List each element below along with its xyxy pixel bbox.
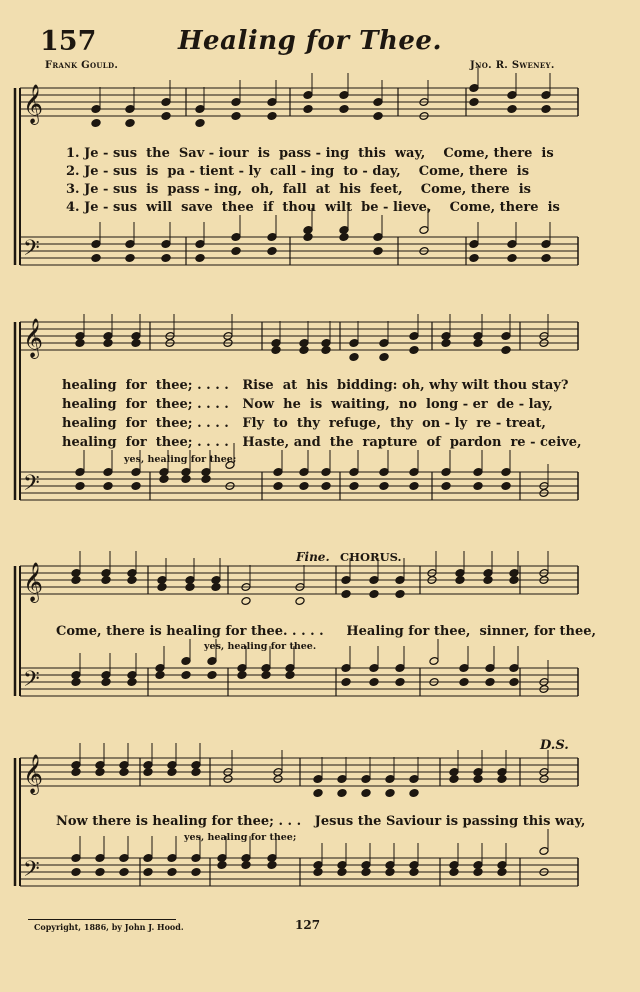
note-head xyxy=(337,868,347,877)
note-head xyxy=(157,583,167,592)
note-head xyxy=(161,254,171,263)
ds-mark: D.S. xyxy=(540,738,569,753)
note-head xyxy=(541,105,551,114)
note-head xyxy=(395,590,405,599)
note-head xyxy=(75,339,85,348)
verse-line-4: 4. Je - sus will save thee if thou wilt be - lieve, Come, there is xyxy=(66,200,560,215)
note-head xyxy=(409,789,419,798)
note-head xyxy=(167,868,177,877)
note-head xyxy=(385,789,395,798)
note-head xyxy=(237,671,247,680)
note-head xyxy=(473,775,483,784)
footer-rule xyxy=(28,919,176,920)
note-head xyxy=(191,768,201,777)
note-head xyxy=(195,254,205,263)
treble-clef: 𝄞 xyxy=(23,754,44,794)
note-head xyxy=(409,482,419,491)
note-head xyxy=(131,482,141,491)
hymn-title: Healing for Thee. xyxy=(177,26,442,56)
verse-line-1: 1. Je - sus the Sav - iour is pass - ing this way, Come, there is xyxy=(66,146,554,161)
verse-line-3: 3. Je - sus is pass - ing, oh, fall at his feet, Come, there is xyxy=(66,182,531,197)
note-head xyxy=(267,112,277,121)
note-head xyxy=(285,671,295,680)
note-head xyxy=(321,346,331,355)
note-head xyxy=(501,482,511,491)
note-head xyxy=(449,775,459,784)
note-head xyxy=(71,576,81,585)
note-head xyxy=(303,105,313,114)
note-head xyxy=(449,868,459,877)
note-head xyxy=(337,789,347,798)
note-head xyxy=(143,768,153,777)
chorus-line: Come, there is healing for thee. . . . . Healing for thee, sinner, for thee, xyxy=(56,624,597,639)
note-head xyxy=(373,247,383,256)
note-head xyxy=(379,353,389,362)
note-head xyxy=(101,678,111,687)
note-head xyxy=(483,576,493,585)
note-head xyxy=(313,868,323,877)
note-head xyxy=(409,346,419,355)
refrain-line-3: healing for thee; . . . . Fly to thy refuge, thy on - ly re - treat, xyxy=(62,416,546,431)
note-head xyxy=(271,346,281,355)
note-head xyxy=(119,768,129,777)
note-head xyxy=(75,482,85,491)
note-head xyxy=(459,678,469,687)
note-head xyxy=(71,678,81,687)
note-head xyxy=(125,254,135,263)
hymn-number: 157 xyxy=(40,26,97,57)
note-head xyxy=(103,482,113,491)
note-head xyxy=(441,482,451,491)
note-head xyxy=(231,247,241,256)
note-head xyxy=(473,868,483,877)
note-head xyxy=(131,339,141,348)
note-head xyxy=(469,98,479,107)
note-head xyxy=(507,105,517,114)
note-head xyxy=(507,254,517,263)
note-head xyxy=(295,597,305,606)
note-head xyxy=(455,576,465,585)
note-head xyxy=(167,768,177,777)
note-head xyxy=(91,119,101,128)
note-head xyxy=(385,868,395,877)
note-head xyxy=(349,482,359,491)
note-head xyxy=(261,671,271,680)
note-head xyxy=(127,678,137,687)
note-head xyxy=(195,119,205,128)
note-head xyxy=(395,678,405,687)
note-head xyxy=(369,678,379,687)
note-head xyxy=(95,768,105,777)
note-head xyxy=(181,475,191,484)
note-head xyxy=(541,254,551,263)
note-head xyxy=(501,346,511,355)
note-head xyxy=(321,482,331,491)
page-number: 127 xyxy=(295,918,321,932)
fine-mark: Fine. xyxy=(296,550,330,564)
note-head xyxy=(91,254,101,263)
bass-clef: 𝄢 xyxy=(23,236,40,266)
refrain-line-2: healing for thee; . . . . Now he is waiting, no long - er de - lay, xyxy=(62,397,553,412)
verse-line-2: 2. Je - sus is pa - tient - ly call - ing to - day, Come, there is xyxy=(66,164,530,179)
note-head xyxy=(211,583,221,592)
note-head xyxy=(201,475,211,484)
note-head xyxy=(143,868,153,877)
note-head xyxy=(161,112,171,121)
refrain-line-4: healing for thee; . . . . Haste, and the rapture of pardon re - ceive, xyxy=(62,435,582,450)
words-credit: Frank Gould. xyxy=(45,60,119,71)
note-head xyxy=(409,868,419,877)
final-line: Now there is healing for thee; . . . Jesus the Saviour is passing this way, xyxy=(56,814,586,829)
echo-text-3: yes, healing for thee; xyxy=(184,832,297,843)
note-head xyxy=(509,576,519,585)
note-head xyxy=(509,678,519,687)
note-head xyxy=(217,861,227,870)
music-credit: Jno. R. Sweney. xyxy=(470,60,555,71)
note-head xyxy=(361,868,371,877)
note-head xyxy=(369,590,379,599)
note-head xyxy=(159,475,169,484)
note-head xyxy=(373,112,383,121)
note-head xyxy=(119,868,129,877)
note-head xyxy=(267,861,277,870)
note-head xyxy=(341,678,351,687)
note-head xyxy=(125,119,135,128)
note-head xyxy=(155,671,165,680)
treble-clef: 𝄞 xyxy=(23,318,44,358)
note-head xyxy=(473,482,483,491)
note-head xyxy=(497,775,507,784)
note-head xyxy=(71,768,81,777)
note-head xyxy=(341,590,351,599)
note-head xyxy=(273,482,283,491)
chorus-heading: CHORUS. xyxy=(340,550,402,564)
note-head xyxy=(339,105,349,114)
note-head xyxy=(231,112,241,121)
bass-clef: 𝄢 xyxy=(23,857,40,887)
echo-text-2: yes, healing for thee. xyxy=(204,641,317,652)
note-head xyxy=(185,583,195,592)
note-head xyxy=(207,671,217,680)
bass-clef: 𝄢 xyxy=(23,667,40,697)
note-head xyxy=(469,254,479,263)
note-head xyxy=(181,671,191,680)
note-head xyxy=(267,247,277,256)
echo-text-1: yes, healing for thee; xyxy=(124,454,237,465)
note-head xyxy=(241,861,251,870)
note-head xyxy=(299,482,309,491)
note-head xyxy=(497,868,507,877)
note-head xyxy=(485,678,495,687)
note-head xyxy=(191,868,201,877)
copyright-notice: Copyright, 1886, by John J. Hood. xyxy=(34,922,184,932)
treble-clef: 𝄞 xyxy=(23,84,44,124)
refrain-line-1: healing for thee; . . . . Rise at his bidding: oh, why wilt thou stay? xyxy=(62,378,569,393)
bass-clef: 𝄢 xyxy=(23,471,40,501)
note-head xyxy=(441,339,451,348)
note-head xyxy=(103,339,113,348)
note-head xyxy=(127,576,137,585)
note-head xyxy=(101,576,111,585)
note-head xyxy=(299,346,309,355)
note-head xyxy=(71,868,81,877)
note-head xyxy=(349,353,359,362)
note-head xyxy=(379,482,389,491)
note-head xyxy=(95,868,105,877)
note-head xyxy=(313,789,323,798)
treble-clef: 𝄞 xyxy=(23,562,44,602)
note-head xyxy=(241,597,251,606)
note-head xyxy=(361,789,371,798)
note-head xyxy=(473,339,483,348)
